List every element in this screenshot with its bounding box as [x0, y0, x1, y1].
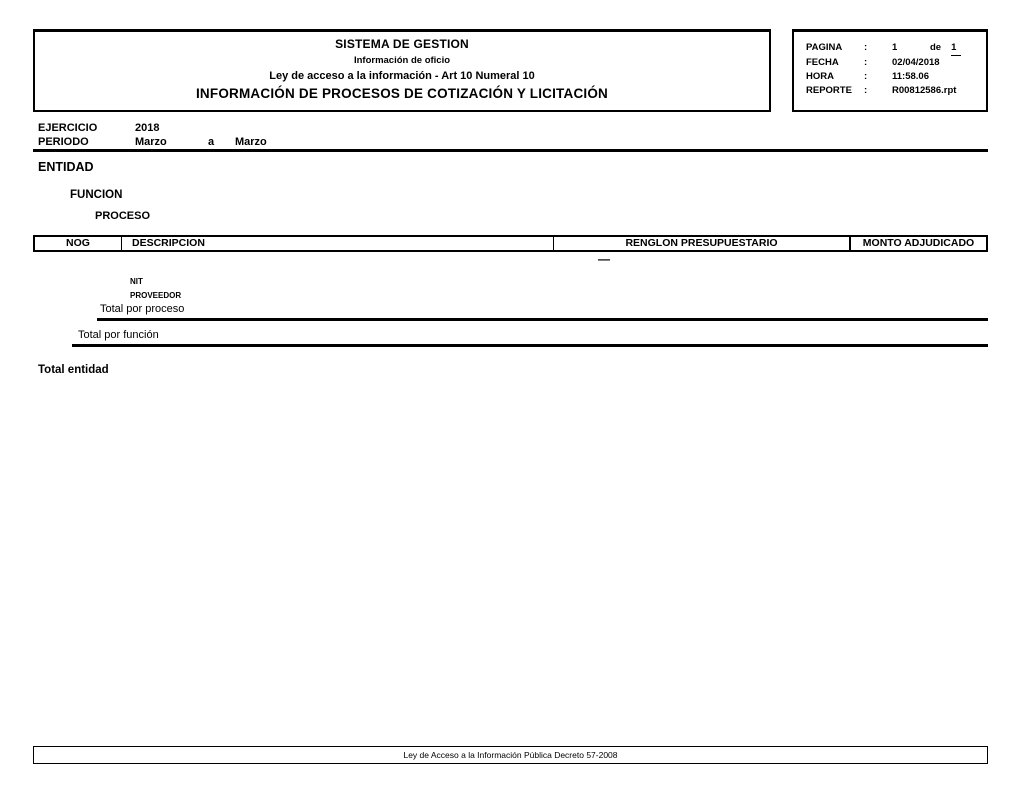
report-title-box — [33, 29, 771, 112]
ejercicio-label: EJERCICIO — [38, 122, 98, 134]
pagina-row — [806, 41, 986, 56]
empty-renglon-dash: — — [598, 252, 610, 266]
column-header-nog: NOG — [35, 237, 122, 250]
column-header-renglon: RENGLON PRESUPUESTARIO — [554, 237, 851, 250]
hora-value: 11:58.06 — [892, 71, 929, 82]
fecha-label: FECHA — [806, 57, 839, 68]
footer-law-box — [33, 746, 988, 764]
footer-law-text: Ley de Acceso a la Información Pública Decreto 57-2008 — [403, 750, 618, 760]
periodo-from: Marzo — [135, 136, 167, 148]
fecha-separator: : — [864, 57, 868, 68]
pagina-separator: : — [864, 42, 868, 53]
reporte-value: R00812586.rpt — [892, 85, 957, 96]
column-header-descripcion: DESCRIPCION — [122, 237, 554, 250]
law-reference: Ley de acceso a la información - Art 10 Numeral 10 — [269, 70, 535, 82]
total-entidad-label: Total entidad — [38, 364, 109, 376]
ejercicio-value: 2018 — [135, 122, 160, 134]
report-subtitle: Información de oficio — [353, 55, 451, 66]
reporte-separator: : — [864, 85, 868, 96]
page-info-box — [792, 29, 988, 112]
reporte-label: REPORTE — [806, 85, 852, 96]
hora-separator: : — [864, 71, 868, 82]
periodo-label: PERIODO — [38, 136, 89, 148]
pagina-total: 1 — [951, 41, 961, 56]
reporte-row — [806, 84, 986, 98]
pagina-label: PAGINA — [806, 42, 843, 53]
column-header-monto: MONTO ADJUDICADO — [862, 237, 975, 249]
entidad-label: ENTIDAD — [38, 160, 94, 174]
hora-label: HORA — [806, 71, 834, 82]
proceso-label: PROCESO — [95, 210, 151, 222]
fecha-row — [806, 56, 986, 70]
system-title: SISTEMA DE GESTION — [335, 37, 469, 51]
total-proceso-label: Total por proceso — [100, 303, 185, 315]
nit-label: NIT — [130, 277, 143, 286]
pagina-current: 1 — [892, 42, 898, 53]
pagina-value-group — [892, 41, 961, 56]
total-funcion-label: Total por función — [78, 329, 159, 341]
pagina-de: de — [930, 42, 942, 53]
periodo-divider-rule — [33, 149, 988, 152]
total-funcion-rule — [72, 344, 988, 347]
report-title: INFORMACIÓN DE PROCESOS DE COTIZACIÓN Y LICITACIÓN — [195, 86, 609, 101]
periodo-conjunction: a — [208, 136, 215, 148]
proveedor-label: PROVEEDOR — [130, 291, 182, 300]
periodo-to: Marzo — [235, 136, 267, 148]
hora-row — [806, 70, 986, 84]
fecha-value: 02/04/2018 — [892, 57, 940, 68]
total-proceso-rule — [97, 318, 988, 321]
table-header-row — [33, 235, 988, 252]
funcion-label: FUNCION — [70, 189, 123, 201]
